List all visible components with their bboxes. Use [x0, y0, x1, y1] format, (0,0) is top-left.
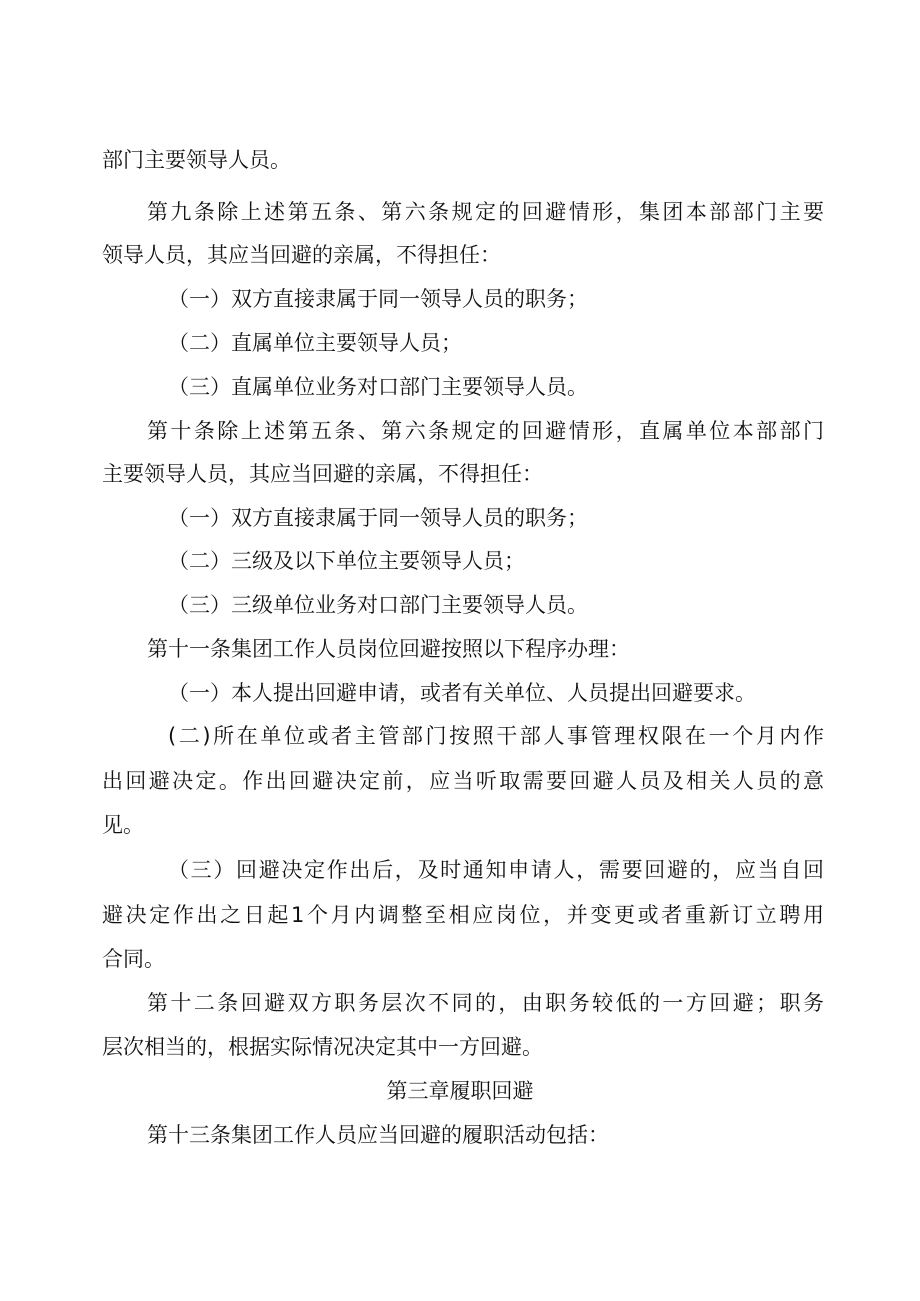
- article-10-item-2: （二）三级及以下单位主要领导人员；: [168, 549, 525, 573]
- article-11-line-1: 第十一条集团工作人员岗位回避按照以下程序办理：: [147, 637, 630, 661]
- article-9-item-1: （一）双方直接隶属于同一领导人员的职务；: [168, 287, 588, 311]
- article-11-item-1: （一）本人提出回避申请，或者有关单位、人员提出回避要求。: [168, 681, 756, 705]
- article-9-line-2: 领导人员，其应当回避的亲属，不得担任：: [102, 243, 501, 267]
- chapter-heading: 第三章履职回避: [386, 1079, 534, 1103]
- article-9-item-3: （三）直属单位业务对口部门主要领导人员。: [168, 375, 588, 399]
- article-11-item-2-line-1: (二)所在单位或者主管部门按照干部人事管理权限在一个月内作: [168, 724, 824, 748]
- article-11-item-2-line-3: 见。: [102, 813, 144, 837]
- article-11-item-3-line-2: 避决定作出之日起1个月内调整至相应岗位，并变更或者重新订立聘用: [102, 903, 824, 927]
- article-9-item-2: （二）直属单位主要领导人员；: [168, 331, 462, 355]
- article-11-item-3-line-3: 合同。: [102, 947, 165, 971]
- article-9-line-1: 第九条除上述第五条、第六条规定的回避情形，集团本部部门主要: [147, 200, 824, 224]
- article-11-item-2-line-2: 出回避决定。作出回避决定前，应当听取需要回避人员及相关人员的意: [102, 769, 824, 793]
- article-10-item-1: （一）双方直接隶属于同一领导人员的职务；: [168, 506, 588, 530]
- article-10-item-3: （三）三级单位业务对口部门主要领导人员。: [168, 593, 588, 617]
- article-10-line-2: 主要领导人员，其应当回避的亲属，不得担任：: [102, 462, 543, 486]
- article-13-line-1: 第十三条集团工作人员应当回避的履职活动包括：: [147, 1123, 609, 1147]
- paragraph-line: 部门主要领导人员。: [102, 148, 291, 172]
- article-12-line-1: 第十二条回避双方职务层次不同的，由职务较低的一方回避；职务: [147, 991, 824, 1015]
- article-11-item-3-line-1: （三）回避决定作出后，及时通知申请人，需要回避的，应当自回: [168, 858, 824, 882]
- article-12-line-2: 层次相当的，根据实际情况决定其中一方回避。: [102, 1035, 543, 1059]
- article-10-line-1: 第十条除上述第五条、第六条规定的回避情形，直属单位本部部门: [147, 419, 824, 443]
